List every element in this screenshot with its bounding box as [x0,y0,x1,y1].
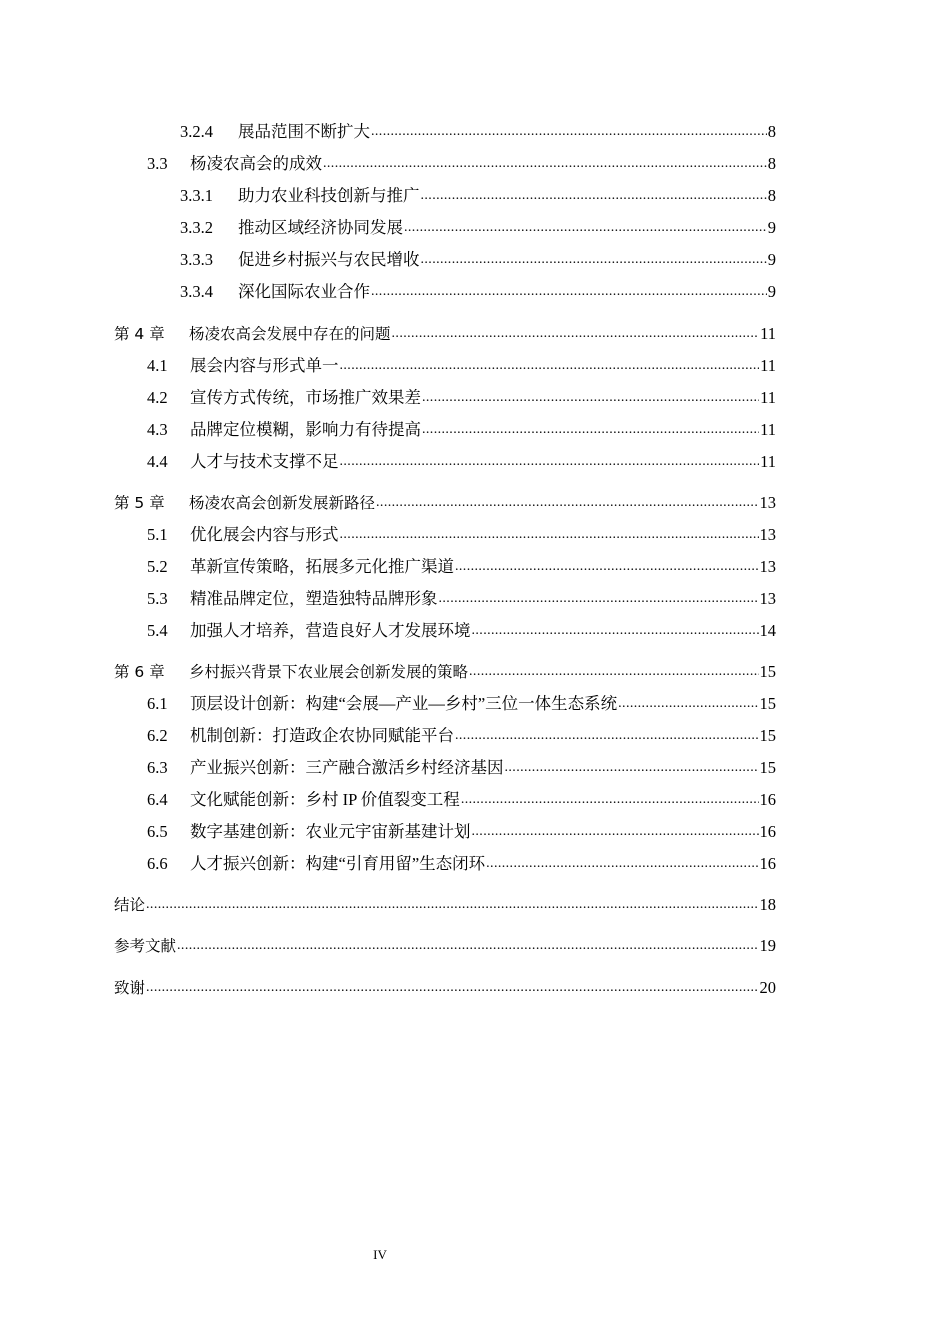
toc-entry-page: 14 [759,621,776,640]
toc-entry-page: 19 [759,936,776,955]
toc-entry-title: 杨凌农高会的成效 [190,154,322,173]
toc-entry-6-6[interactable] [147,850,776,874]
dot-leader [422,388,759,408]
toc-entry-title: 宣传方式传统，市场推广效果差 [190,388,421,407]
toc-entry-number: 5.1 [147,525,168,544]
toc-chapter-title: 参考文献 [114,937,177,955]
toc-entry-5-1[interactable] [147,521,776,545]
toc-entry-page: 15 [759,694,776,713]
toc-entry-number: 5.4 [147,621,168,640]
toc-entry-6-2[interactable] [147,722,776,746]
dot-leader [404,218,767,238]
toc-entry-number: 6.6 [147,854,168,873]
toc-conclusion[interactable] [114,891,776,915]
toc-entry-title: 品牌定位模糊，影响力有待提高 [190,420,421,439]
toc-entry-page: 11 [760,452,776,471]
dot-leader [177,936,758,956]
toc-entry-4-4[interactable] [147,448,776,472]
toc-entry-3-2-4[interactable] [180,118,776,142]
toc-entry-title: 展品范围不断扩大 [238,122,370,141]
toc-entry-number: 3.3.3 [180,250,213,269]
toc-entry-title: 顶层设计创新：构建“会展—产业—乡村”三位一体生态系统 [190,694,618,713]
toc-entry-title: 人才振兴创新：构建“引育用留”生态闭环 [190,854,486,873]
toc-entry-page: 16 [759,822,776,841]
dot-leader [618,694,758,714]
toc-entry-4-3[interactable] [147,416,776,440]
toc-entry-3-3[interactable] [147,150,776,174]
toc-entry-number: 6.2 [147,726,168,745]
toc-entry-title: 促进乡村振兴与农民增收 [238,250,420,269]
toc-chapter-title: 杨凌农高会发展中存在的问题 [189,325,391,343]
toc-chapter-6[interactable] [114,658,776,682]
toc-entry-number: 4.1 [147,356,168,375]
toc-entry-3-3-3[interactable] [180,246,776,270]
dot-leader [486,854,758,874]
toc-chapter-5[interactable] [114,489,776,513]
dot-leader [146,978,758,998]
toc-entry-page: 11 [760,388,776,407]
toc-chapter-title: 乡村振兴背景下农业展会创新发展的策略 [189,663,469,681]
toc-entry-title: 推动区域经济协同发展 [238,218,403,237]
toc-entry-number: 3.3.4 [180,282,213,301]
dot-leader [455,557,759,577]
toc-entry-page: 9 [767,250,776,269]
toc-entry-3-3-1[interactable] [180,182,776,206]
toc-entry-5-4[interactable] [147,617,776,641]
toc-entry-page: 8 [767,154,776,173]
dot-leader [340,452,760,472]
toc-entry-title: 文化赋能创新：乡村 IP 价值裂变工程 [190,790,460,809]
dot-leader [376,493,758,513]
toc-entry-page: 13 [759,557,776,576]
toc-entry-number: 6.3 [147,758,168,777]
toc-entry-page: 15 [759,662,776,681]
dot-leader [421,186,767,206]
toc-entry-page: 18 [759,895,776,914]
toc-entry-page: 15 [759,726,776,745]
dot-leader [461,790,759,810]
page-number-footer: IV [373,1247,387,1262]
toc-entry-page: 11 [760,420,776,439]
dot-leader [340,525,759,545]
toc-entry-title: 机制创新：打造政企农协同赋能平台 [190,726,454,745]
toc-entry-title: 优化展会内容与形式 [190,525,339,544]
dot-leader [472,621,759,641]
dot-leader [323,154,767,174]
dot-leader [371,282,767,302]
toc-entry-3-3-4[interactable] [180,278,776,302]
toc-entry-title: 产业振兴创新：三产融合激活乡村经济基因 [190,758,504,777]
toc-entry-number: 5.2 [147,557,168,576]
toc-entry-number: 6.5 [147,822,168,841]
toc-entry-page: 16 [759,854,776,873]
dot-leader [340,356,760,376]
toc-entry-3-3-2[interactable] [180,214,776,238]
toc-chapter-number: 第 5 章 [114,494,165,512]
toc-entry-6-5[interactable] [147,818,776,842]
toc-entry-number: 5.3 [147,589,168,608]
dot-leader [455,726,759,746]
toc-entry-page: 9 [767,218,776,237]
toc-entry-title: 精准品牌定位，塑造独特品牌形象 [190,589,438,608]
toc-entry-page: 20 [759,978,776,997]
toc-entry-page: 13 [759,493,776,512]
toc-entry-title: 深化国际农业合作 [238,282,370,301]
toc-entry-page: 16 [759,790,776,809]
toc-entry-4-1[interactable] [147,352,776,376]
toc-entry-title: 数字基建创新：农业元宇宙新基建计划 [190,822,471,841]
toc-entry-title: 人才与技术支撑不足 [190,452,339,471]
dot-leader [505,758,759,778]
dot-leader [421,250,767,270]
toc-entry-5-2[interactable] [147,553,776,577]
toc-entry-title: 革新宣传策略，拓展多元化推广渠道 [190,557,454,576]
toc-entry-number: 4.3 [147,420,168,439]
toc-entry-4-2[interactable] [147,384,776,408]
toc-entry-number: 3.3.1 [180,186,213,205]
toc-entry-number: 3.2.4 [180,122,213,141]
dot-leader [469,662,758,682]
dot-leader [422,420,759,440]
toc-chapter-title: 杨凌农高会创新发展新路径 [189,494,376,512]
dot-leader [472,822,759,842]
toc-acknowledgements[interactable] [114,974,776,998]
toc-entry-title: 助力农业科技创新与推广 [238,186,420,205]
toc-chapter-4[interactable] [114,320,776,344]
toc-entry-number: 3.3.2 [180,218,213,237]
toc-chapter-number: 第 4 章 [114,325,165,343]
toc-entry-number: 4.4 [147,452,168,471]
toc-chapter-number: 第 6 章 [114,663,165,681]
dot-leader [439,589,759,609]
toc-entry-page: 11 [760,356,776,375]
toc-entry-page: 8 [767,186,776,205]
dot-leader [392,324,760,344]
toc-entry-6-4[interactable] [147,786,776,810]
dot-leader [146,895,758,915]
dot-leader [371,122,767,142]
toc-entry-number: 3.3 [147,154,168,173]
toc-entry-6-1[interactable] [147,690,776,714]
toc-entry-page: 15 [759,758,776,777]
toc-references[interactable] [114,932,776,956]
toc-chapter-title: 结论 [114,896,146,914]
toc-entry-page: 11 [760,324,776,343]
toc-entry-5-3[interactable] [147,585,776,609]
toc-entry-title: 加强人才培养，营造良好人才发展环境 [190,621,471,640]
toc-entry-page: 13 [759,589,776,608]
toc-chapter-title: 致谢 [114,979,146,997]
toc-entry-title: 展会内容与形式单一 [190,356,339,375]
toc-entry-number: 4.2 [147,388,168,407]
toc-entry-page: 9 [767,282,776,301]
toc-entry-page: 8 [767,122,776,141]
toc-entry-number: 6.4 [147,790,168,809]
toc-entry-number: 6.1 [147,694,168,713]
toc-entry-page: 13 [759,525,776,544]
toc-entry-6-3[interactable] [147,754,776,778]
